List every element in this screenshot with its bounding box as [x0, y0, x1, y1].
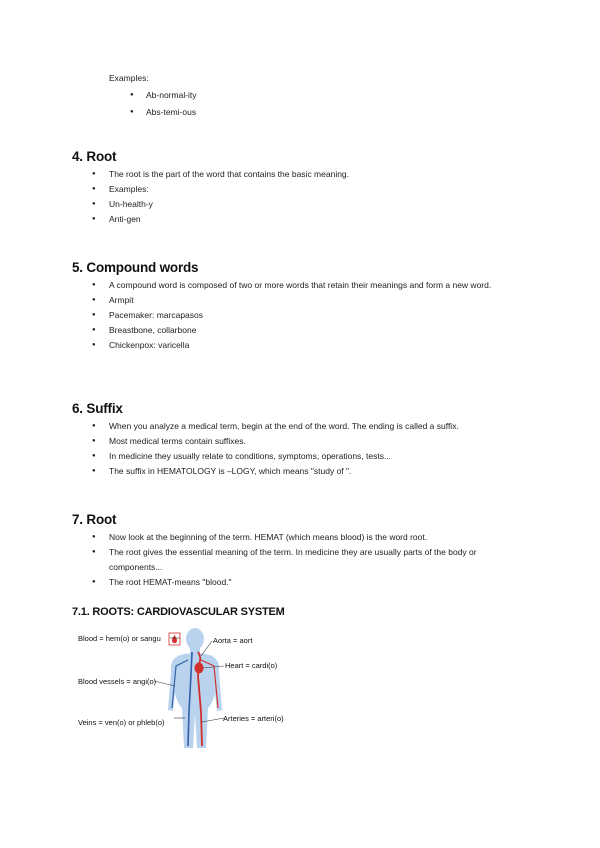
- list-item: ● Un-health-y: [92, 197, 532, 212]
- list-item: ● Armpit: [92, 293, 532, 308]
- list-item: ● The suffix in HEMATOLOGY is –LOGY, which means "study of ".: [92, 464, 532, 479]
- list-item: ● Ab-normal-ity: [130, 90, 197, 107]
- list-item: ● Anti-gen: [92, 212, 532, 227]
- list-item: ● The root is the part of the word that contains the basic meaning.: [92, 167, 532, 182]
- list-item: ● The root HEMAT-means "blood.": [92, 575, 532, 590]
- label-blood-vessels: Blood vessels = angi(o): [78, 677, 157, 686]
- list-item: ● A compound word is composed of two or more words that retain their meanings and form a new word.: [92, 278, 532, 293]
- section-heading-cardiovascular-roots: 7.1. ROOTS: CARDIOVASCULAR SYSTEM: [72, 606, 285, 618]
- list-item: ● The root gives the essential meaning of the term. In medicine they are usually parts of the body or components...: [92, 545, 532, 575]
- body-silhouette: [168, 628, 222, 748]
- label-heart: Heart = cardi(o): [225, 661, 278, 670]
- root-2-list: [92, 530, 532, 590]
- list-item: ● Pacemaker: marcapasos: [92, 308, 532, 323]
- root-list: [92, 167, 532, 227]
- examples-list: [130, 90, 197, 124]
- list-item: ● When you analyze a medical term, begin at the end of the word. The ending is called a suffix.: [92, 419, 532, 434]
- section-heading-root-2: 7. Root: [72, 512, 117, 527]
- list-item: ● In medicine they usually relate to conditions, symptoms, operations, tests...: [92, 449, 532, 464]
- suffix-list: [92, 419, 532, 479]
- label-veins: Veins = ven(o) or phleb(o): [78, 718, 165, 727]
- label-aorta: Aorta = aort: [213, 636, 253, 645]
- examples-label: Examples:: [109, 73, 149, 83]
- section-heading-suffix: 6. Suffix: [72, 401, 123, 416]
- section-heading-compound-words: 5. Compound words: [72, 260, 199, 275]
- section-heading-root: 4. Root: [72, 149, 117, 164]
- heart-shape: [195, 663, 204, 674]
- list-item: ● Now look at the beginning of the term. HEMAT (which means blood) is the word root.: [92, 530, 532, 545]
- label-blood: Blood = hem(o) or sangu: [78, 634, 161, 643]
- cardiovascular-diagram: [76, 626, 288, 750]
- list-item: ● Breastbone, collarbone: [92, 323, 532, 338]
- body-illustration: [76, 626, 288, 750]
- compound-words-list: [92, 278, 532, 353]
- list-item: ● Chickenpox: varicella: [92, 338, 532, 353]
- list-item: ● Most medical terms contain suffixes.: [92, 434, 532, 449]
- list-item: ● Examples:: [92, 182, 532, 197]
- list-item: ● Abs-temi-ous: [130, 107, 197, 124]
- label-arteries: Arteries = arteri(o): [223, 714, 284, 723]
